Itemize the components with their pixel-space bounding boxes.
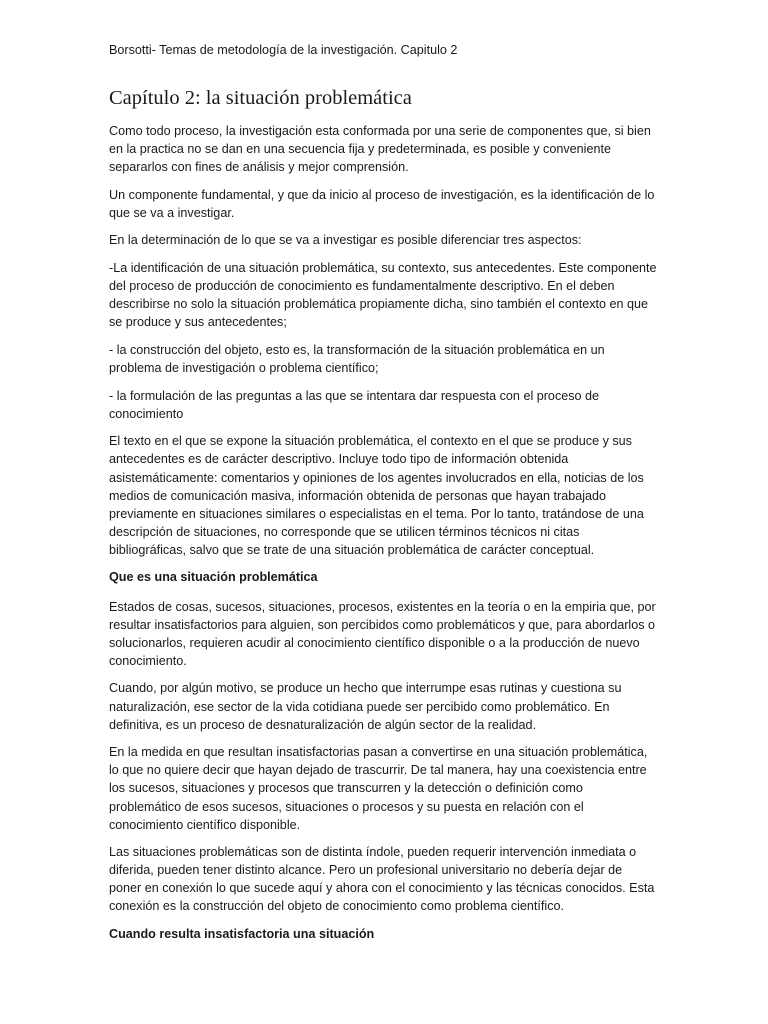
paragraph-fundamental-component: Un componente fundamental, y que da inicio al proceso de investigación, es la identificación de lo que se va a investigar. xyxy=(109,187,655,220)
paragraph-intro: Como todo proceso, la investigación esta conformada por una serie de componentes que, si bien en la practica no se dan en una secuencia fija y predeterminada, es posible y conveniente separarlos con fines de análisis y mejor comprensión. xyxy=(109,124,651,175)
section-heading-unsatisfactory: Cuando resulta insatisfactoria una situación xyxy=(109,927,375,942)
section-heading-what-is: Que es una situación problemática xyxy=(109,570,318,585)
paragraph-denaturalization: Cuando, por algún motivo, se produce un hecho que interrumpe esas rutinas y cuestiona su naturalización, ese sector de la vida cotidiana puede ser percibido como problemático. En definitiva, es un proceso de desnaturalización de algún sector de la realidad. xyxy=(109,681,622,732)
paragraph-types: Las situaciones problemáticas son de distinta índole, pueden requerir intervención inmediata o diferida, pueden tener distinto alcance. Pero un profesional universitario no debería dejar de poner en conexión lo que sucede aquí y ahora con el conocimiento y las técnicas conocidos. Esta conexión es la construcción del objeto de conocimiento como problema científico. xyxy=(109,845,655,914)
paragraph-descriptive-text: El texto en el que se expone la situación problemática, el contexto en el que se produce y sus antecedentes es de carácter descriptivo. Incluye todo tipo de información obtenida asistemáticamente: comentarios y opiniones de los agentes involucrados en ella, noticias de los medios de comunicación masiva, información obtenida de personas que hayan trabajado previamente en situaciones similares o especialistas en el tema. Por lo tanto, tratándose de una descripción de situaciones, no corresponde que se utilicen términos técnicos ni citas bibliográficas, salvo que se trate de una situación problemática de carácter conceptual. xyxy=(109,434,644,557)
chapter-title: Capítulo 2: la situación problemática xyxy=(109,87,412,109)
list-item-object-construction: - la construcción del objeto, esto es, la transformación de la situación problemática en un problema de investigación o problema científico; xyxy=(109,342,605,376)
paragraph-three-aspects: En la determinación de lo que se va a investigar es posible diferenciar tres aspectos: xyxy=(109,233,582,248)
list-item-question-formulation: - la formulación de las preguntas a las que se intentara dar respuesta con el proceso de conocimiento xyxy=(109,388,600,421)
list-item-identification: -La identificación de una situación problemática, su contexto, sus antecedentes. Este componente del proceso de producción de conocimiento es fundamentalmente descriptivo. En el deben describirse no solo la situación problemática propiamente dicha, sino también el contexto en que se produce y sus antecedentes; xyxy=(109,261,657,330)
running-header: Borsotti- Temas de metodología de la investigación. Capitulo 2 xyxy=(109,43,458,57)
paragraph-coexistence: En la medida en que resultan insatisfactorias pasan a convertirse en una situación problemática, lo que no quiere decir que hayan dejado de trascurrir. De tal manera, hay una coexistencia entre los sucesos, situaciones y procesos que transcurren y la detección o definición como problemático de esos sucesos, situaciones o procesos y su puesta en relación con el conocimiento científico disponible. xyxy=(109,745,648,832)
paragraph-definition: Estados de cosas, sucesos, situaciones, procesos, existentes en la teoría o en la empiria que, por resultar insatisfactorios para alguien, son percibidos como problemáticos y que, para abordarlos o solucionarlos, requieren acudir al conocimiento científico disponible o a la producción de nuevo conocimiento. xyxy=(109,599,656,668)
document-page xyxy=(109,42,657,954)
